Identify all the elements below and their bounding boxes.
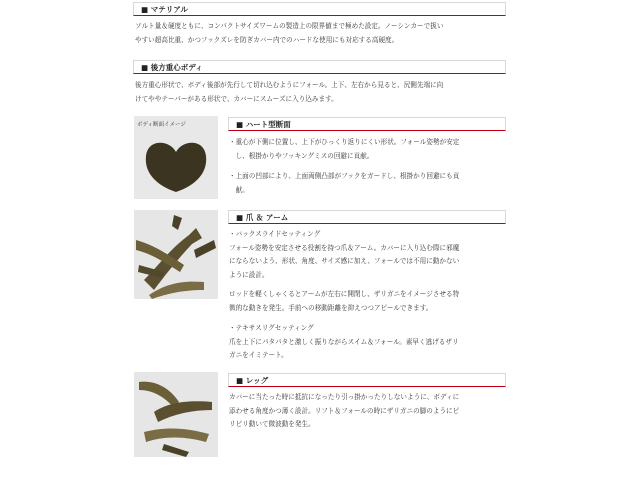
material-text: ソルト量＆硬度ともに、コンパクトサイズワームの製造上の限界値まで極めた設定。ノーシンカーで扱い やすい超高比重、かつフックズレを防ぎカバー内でのハードな使用にも対応する高硬度。 [135, 22, 444, 44]
section-header-leg: ■ レッグ [228, 373, 506, 387]
claw-text-3: ・テキサスリグセッティング 爪を上下にパタパタと激しく振りながらスイム＆フォール。素早く逃げるザリ ガニをイミテート。 [229, 324, 459, 359]
section-header-claw-arm: ■ 爪 ＆ アーム [228, 210, 506, 224]
body-cross-section-image [134, 116, 218, 199]
heart-shape-icon [134, 116, 218, 199]
leg-image [134, 372, 218, 457]
section-header-material: ■ マテリアル [133, 2, 506, 16]
image-caption: ボディ断面イメージ [137, 122, 186, 128]
leg-text: カバーに当たった時に抵抗になったり引っ掛かったりしないように、ボディに 添わせる角度かつ薄く設計。リフト＆フォールの時にザリガニの脚のようにピ リピリ動いて微波動を発生。 [229, 393, 460, 428]
claw-text-1: ・バックスライドセッティング フォール姿勢を安定させる役割を持つ爪＆アーム。カバーに入り込む際に邪魔 にならないよう、形状、角度、サイズ感に加え、フォールでは不用に動かない ように設計。 [229, 230, 460, 279]
heart-text-2: ・上面の凹部により、上面両側凸部がフックをガードし、根掛かり回避にも貢 献。 [229, 172, 460, 194]
claw-photo-icon [134, 210, 218, 299]
rear-weight-text: 後方重心形状で、ボディ後部が先行して切れ込むようにフォール。上下、左右から見ると、尻側先端に向 けてややテーパーがある形状で、カバーにスムーズに入り込みます。 [135, 81, 444, 103]
section-header-rear-weight: ■ 後方重心ボディ [133, 60, 506, 74]
heart-text-1: ・重心が下側に位置し、上下がひっくり返りにくい形状。フォール姿勢が安定 し、根掛かりやフッキングミスの回避に貢献。 [229, 138, 460, 160]
section-header-heart: ■ ハート型断面 [228, 117, 506, 131]
claw-arm-image [134, 210, 218, 299]
leg-photo-icon [134, 372, 218, 457]
claw-text-2: ロッドを軽くしゃくるとアームが左右に開閉し、ザリガニをイメージさせる特 徴的な動きを発生。手前への移動距離を抑えつつアピールできます。 [229, 290, 460, 312]
